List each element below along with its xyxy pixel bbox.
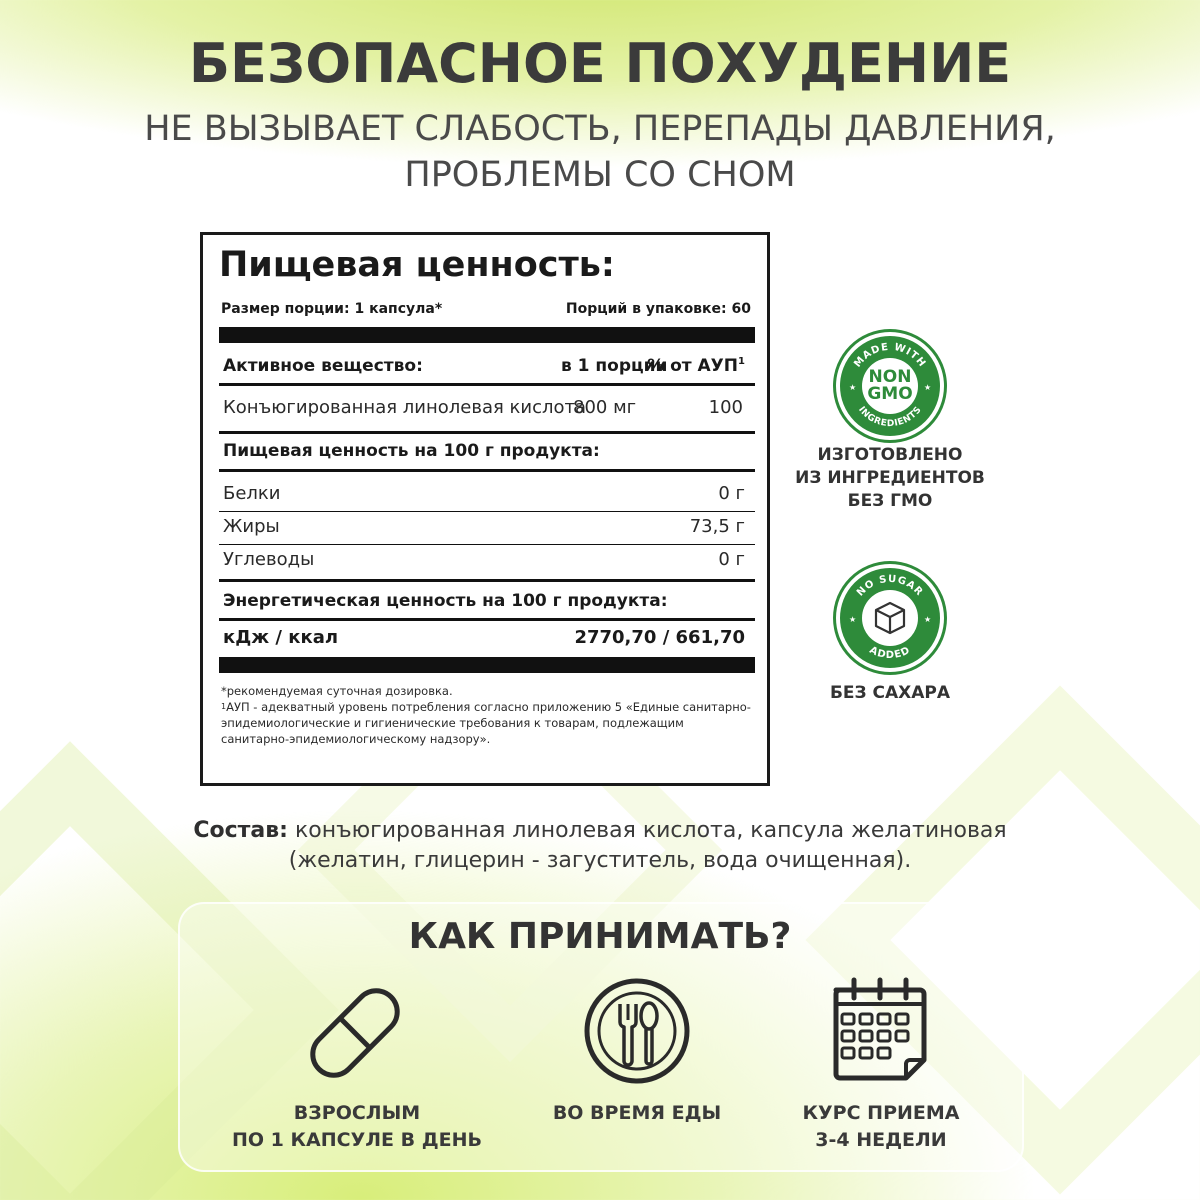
nutrition-facts-panel <box>200 232 770 786</box>
divider <box>219 431 755 434</box>
composition-line: (желатин, глицерин - загуститель, вода очищенная). <box>288 848 912 873</box>
subtitle-line: НЕ ВЫЗЫВАЕТ СЛАБОСТЬ, ПЕРЕПАДЫ ДАВЛЕНИЯ, <box>144 109 1056 149</box>
caption-line: БЕЗ ГМО <box>847 491 933 511</box>
badge-center <box>862 590 918 646</box>
non-gmo-badge-icon <box>836 332 944 440</box>
star-icon: ★ <box>849 615 857 624</box>
nutrient-value: 73,5 г <box>689 516 745 537</box>
composition-label: Состав: <box>193 818 288 843</box>
sugar-cube-icon <box>870 598 910 638</box>
footnote-aup <box>221 699 751 747</box>
table-row <box>223 549 751 570</box>
nutrient-value: 0 г <box>718 549 745 570</box>
calendar-icon <box>826 974 936 1084</box>
composition-text <box>0 816 1200 876</box>
servings-per-pack: Порций в упаковке: 60 <box>565 301 751 317</box>
active-name: Конъюгированная линолевая кислота <box>223 397 587 418</box>
divider-thin <box>219 544 755 545</box>
per100-header-label: Пищевая ценность на 100 г продукта: <box>223 441 600 461</box>
divider <box>219 579 755 582</box>
badge-center-line: NON <box>868 367 912 387</box>
footnote-serving: *рекомендуемая суточная дозировка. <box>221 684 453 698</box>
dv-superscript: 1 <box>738 356 745 367</box>
badge-ring-top: MADE WITH <box>852 341 928 370</box>
active-header-per-serving: в 1 порции <box>561 356 668 376</box>
step-label <box>751 1100 1011 1154</box>
nutrient-value: 0 г <box>718 483 745 504</box>
how-to-take-title: КАК ПРИНИМАТЬ? <box>408 916 792 957</box>
star-icon: ★ <box>924 615 932 624</box>
step-line: ВЗРОСЛЫМ <box>293 1102 421 1124</box>
step-line: КУРС ПРИЕМА <box>802 1102 960 1124</box>
serving-size: Размер порции: 1 капсула* <box>221 301 443 317</box>
nutrition-title: Пищевая ценность: <box>219 245 615 285</box>
footnote <box>221 683 751 747</box>
divider <box>219 469 755 472</box>
badge-ring-top: NO SUGAR <box>854 573 926 599</box>
energy-unit: кДж / ккал <box>223 627 339 648</box>
svg-text:ADDED <box>868 645 913 661</box>
divider <box>219 383 755 386</box>
step-label <box>227 1100 487 1154</box>
no-sugar-badge-icon <box>836 564 944 672</box>
badge-ring-bottom: INGREDIENTS <box>856 404 924 430</box>
energy-value: 2770,70 / 661,70 <box>574 627 745 648</box>
fork-spoon-icon <box>582 976 692 1086</box>
divider-thin <box>219 511 755 512</box>
divider-thick <box>219 327 755 343</box>
non-gmo-caption <box>780 444 1000 513</box>
step-line: ВО ВРЕМЯ ЕДЫ <box>552 1102 722 1124</box>
footnote-aup-text: АУП - адекватный уровень потребления согласно приложению 5 «Единые санитарно-эпидемиологические и гигиенические требования к товарам, подлежащим санитарно-эпидемиологическому надзору». <box>221 700 751 746</box>
divider-thick <box>219 657 755 673</box>
energy-row <box>223 627 751 648</box>
step-label <box>507 1100 767 1127</box>
table-row <box>223 483 751 504</box>
nutrient-name: Углеводы <box>223 549 315 570</box>
dv-label: % от АУП <box>647 356 739 376</box>
nutrient-name: Жиры <box>223 516 280 537</box>
nutrient-name: Белки <box>223 483 281 504</box>
serving-info <box>221 301 751 317</box>
per100-header <box>223 441 751 461</box>
table-row <box>223 397 751 418</box>
step-line: 3-4 НЕДЕЛИ <box>815 1129 947 1151</box>
star-icon: ★ <box>924 383 932 392</box>
composition-text-line: конъюгированная линолевая кислота, капсула желатиновая <box>287 818 1007 843</box>
badge-ring-bottom: ADDED <box>867 644 913 662</box>
active-header-row <box>223 356 751 376</box>
energy-header <box>223 591 751 611</box>
active-header-dv <box>647 356 745 376</box>
table-row <box>223 516 751 537</box>
caption-line: ИЗГОТОВЛЕНО <box>817 445 963 465</box>
step-line: ПО 1 КАПСУЛЕ В ДЕНЬ <box>232 1129 482 1151</box>
subtitle-line: ПРОБЛЕМЫ СО СНОМ <box>404 155 796 195</box>
energy-header-label: Энергетическая ценность на 100 г продукта: <box>223 591 668 611</box>
badge-center-line: GMO <box>867 384 913 404</box>
page-subtitle <box>0 106 1200 198</box>
no-sugar-caption: БЕЗ САХАРА <box>829 683 951 703</box>
caption-line: ИЗ ИНГРЕДИЕНТОВ <box>795 468 985 488</box>
badge-center <box>862 358 918 414</box>
active-dv: 100 <box>708 397 743 418</box>
page-title: БЕЗОПАСНОЕ ПОХУДЕНИЕ <box>188 32 1012 95</box>
active-amount: 800 мг <box>573 397 637 418</box>
star-icon: ★ <box>849 383 857 392</box>
composition-line <box>0 816 1200 846</box>
footnote-superscript: 1 <box>221 702 227 711</box>
active-header-label: Активное вещество: <box>223 356 423 376</box>
capsule-icon <box>300 978 410 1088</box>
divider <box>219 618 755 621</box>
